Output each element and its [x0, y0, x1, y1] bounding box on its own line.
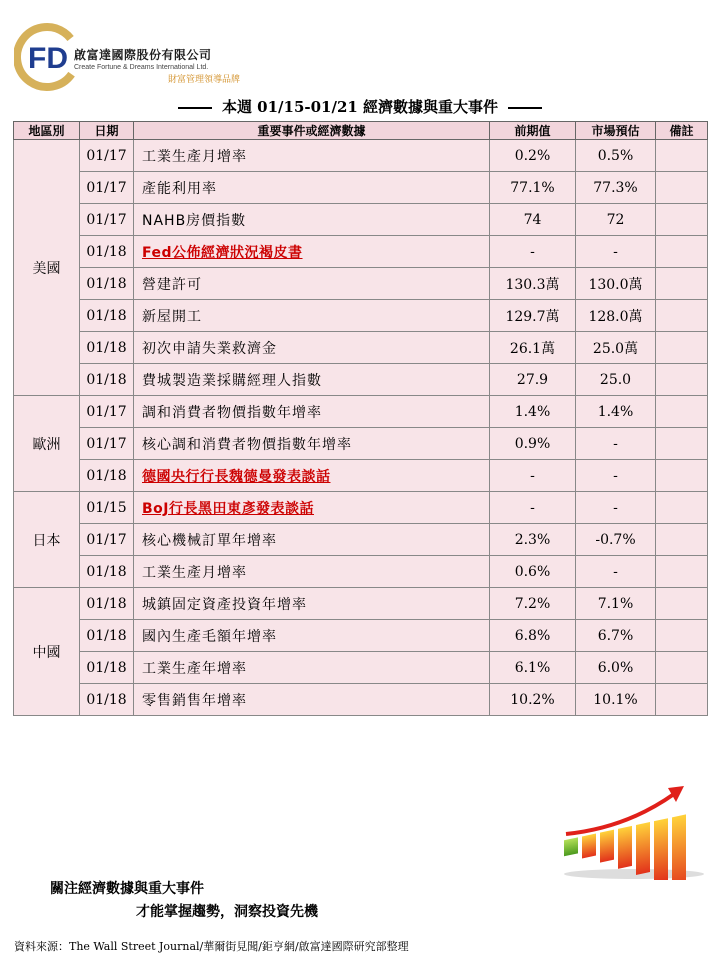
date-cell: 01/17: [80, 396, 134, 428]
note-cell: [656, 300, 708, 332]
growth-chart-icon: [556, 776, 706, 880]
region-cell: 日本: [14, 492, 80, 588]
note-cell: [656, 332, 708, 364]
forecast-cell: 77.3%: [576, 172, 656, 204]
header-previous: 前期值: [490, 122, 576, 140]
forecast-cell: 0.5%: [576, 140, 656, 172]
logo-mark: FD: [28, 42, 68, 75]
region-cell: 中國: [14, 588, 80, 716]
table-row: [14, 268, 708, 300]
event-cell: Fed公佈經濟狀況褐皮書: [134, 236, 490, 268]
forecast-cell: -: [576, 460, 656, 492]
forecast-cell: -: [576, 236, 656, 268]
event-cell: NAHB房價指數: [134, 204, 490, 236]
table-row: [14, 140, 708, 172]
table-row: [14, 300, 708, 332]
company-name-en: Create Fortune & Dreams International Ltd.: [74, 64, 209, 71]
table-row: [14, 172, 708, 204]
previous-value-cell: 0.9%: [490, 428, 576, 460]
previous-value-cell: 129.7萬: [490, 300, 576, 332]
previous-value-cell: 27.9: [490, 364, 576, 396]
date-cell: 01/18: [80, 588, 134, 620]
forecast-cell: 130.0萬: [576, 268, 656, 300]
header-forecast: 市場預估: [576, 122, 656, 140]
table-row: [14, 620, 708, 652]
forecast-cell: 6.7%: [576, 620, 656, 652]
economic-calendar-table: [13, 121, 708, 716]
previous-value-cell: 0.6%: [490, 556, 576, 588]
date-cell: 01/18: [80, 620, 134, 652]
forecast-cell: -: [576, 428, 656, 460]
date-cell: 01/18: [80, 364, 134, 396]
event-cell: 工業生產月增率: [134, 556, 490, 588]
forecast-cell: 72: [576, 204, 656, 236]
note-cell: [656, 268, 708, 300]
previous-value-cell: 6.1%: [490, 652, 576, 684]
event-cell: 工業生產月增率: [134, 140, 490, 172]
forecast-cell: 128.0萬: [576, 300, 656, 332]
forecast-cell: 10.1%: [576, 684, 656, 716]
forecast-cell: 6.0%: [576, 652, 656, 684]
date-cell: 01/18: [80, 332, 134, 364]
table-row: [14, 588, 708, 620]
date-cell: 01/18: [80, 684, 134, 716]
date-cell: 01/18: [80, 556, 134, 588]
note-cell: [656, 620, 708, 652]
slogan-line-2: 才能掌握趨勢，洞察投資先機: [136, 904, 318, 920]
region-cell: 美國: [14, 140, 80, 396]
note-cell: [656, 204, 708, 236]
note-cell: [656, 236, 708, 268]
table-row: [14, 332, 708, 364]
event-cell: 調和消費者物價指數年增率: [134, 396, 490, 428]
previous-value-cell: 26.1萬: [490, 332, 576, 364]
date-cell: 01/15: [80, 492, 134, 524]
table-row: [14, 492, 708, 524]
event-cell: 工業生產年增率: [134, 652, 490, 684]
table-row: [14, 364, 708, 396]
previous-value-cell: 1.4%: [490, 396, 576, 428]
note-cell: [656, 428, 708, 460]
event-cell: 城鎮固定資產投資年增率: [134, 588, 490, 620]
forecast-cell: 25.0: [576, 364, 656, 396]
table-row: [14, 236, 708, 268]
event-cell: 核心機械訂單年增率: [134, 524, 490, 556]
event-cell: 產能利用率: [134, 172, 490, 204]
table-body: [14, 140, 708, 716]
header-region: 地區別: [14, 122, 80, 140]
slogan-line-1: 關注經濟數據與重大事件: [50, 881, 204, 897]
company-name-cn: 啟富達國際股份有限公司: [74, 48, 212, 62]
note-cell: [656, 460, 708, 492]
note-cell: [656, 172, 708, 204]
table-row: [14, 652, 708, 684]
previous-value-cell: 7.2%: [490, 588, 576, 620]
header-event: 重要事件或經濟數據: [134, 122, 490, 140]
note-cell: [656, 396, 708, 428]
forecast-cell: -: [576, 556, 656, 588]
note-cell: [656, 588, 708, 620]
event-cell: BoJ行長黑田東彥發表談話: [134, 492, 490, 524]
forecast-cell: -0.7%: [576, 524, 656, 556]
event-cell: 核心調和消費者物價指數年增率: [134, 428, 490, 460]
date-cell: 01/17: [80, 172, 134, 204]
event-cell: 初次申請失業救濟金: [134, 332, 490, 364]
page-title-text: 本週 01/15-01/21 經濟數據與重大事件: [221, 98, 499, 116]
table-row: [14, 396, 708, 428]
table-row: [14, 460, 708, 492]
table-row: [14, 556, 708, 588]
forecast-cell: -: [576, 492, 656, 524]
title-dash-right: [508, 107, 542, 109]
note-cell: [656, 524, 708, 556]
previous-value-cell: -: [490, 236, 576, 268]
note-cell: [656, 556, 708, 588]
note-cell: [656, 684, 708, 716]
date-cell: 01/17: [80, 524, 134, 556]
table-row: [14, 428, 708, 460]
previous-value-cell: -: [490, 492, 576, 524]
event-cell: 國內生產毛額年增率: [134, 620, 490, 652]
date-cell: 01/17: [80, 204, 134, 236]
table-row: [14, 204, 708, 236]
date-cell: 01/18: [80, 268, 134, 300]
previous-value-cell: 0.2%: [490, 140, 576, 172]
event-cell: 費城製造業採購經理人指數: [134, 364, 490, 396]
previous-value-cell: 2.3%: [490, 524, 576, 556]
note-cell: [656, 364, 708, 396]
note-cell: [656, 652, 708, 684]
date-cell: 01/18: [80, 236, 134, 268]
data-source-note: 資料來源：The Wall Street Journal/華爾街見聞/鉅亨網/啟富達國際研究部整理: [14, 940, 409, 953]
previous-value-cell: 6.8%: [490, 620, 576, 652]
previous-value-cell: 74: [490, 204, 576, 236]
region-cell: 歐洲: [14, 396, 80, 492]
previous-value-cell: 10.2%: [490, 684, 576, 716]
event-cell: 營建許可: [134, 268, 490, 300]
date-cell: 01/18: [80, 300, 134, 332]
date-cell: 01/18: [80, 652, 134, 684]
previous-value-cell: 77.1%: [490, 172, 576, 204]
forecast-cell: 1.4%: [576, 396, 656, 428]
table-row: [14, 684, 708, 716]
page-title: [0, 96, 720, 117]
note-cell: [656, 140, 708, 172]
table-row: [14, 524, 708, 556]
previous-value-cell: 130.3萬: [490, 268, 576, 300]
logo-text: [74, 46, 240, 85]
date-cell: 01/18: [80, 460, 134, 492]
forecast-cell: 7.1%: [576, 588, 656, 620]
event-cell: 新屋開工: [134, 300, 490, 332]
previous-value-cell: -: [490, 460, 576, 492]
date-cell: 01/17: [80, 428, 134, 460]
header-date: 日期: [80, 122, 134, 140]
table-header-row: [14, 122, 708, 140]
header-note: 備註: [656, 122, 708, 140]
note-cell: [656, 492, 708, 524]
title-dash-left: [178, 107, 212, 109]
company-logo: [14, 22, 254, 92]
event-cell: 零售銷售年增率: [134, 684, 490, 716]
forecast-cell: 25.0萬: [576, 332, 656, 364]
event-cell: 德國央行行長魏德曼發表談話: [134, 460, 490, 492]
company-tagline: 財富管理領導品牌: [168, 75, 241, 85]
date-cell: 01/17: [80, 140, 134, 172]
